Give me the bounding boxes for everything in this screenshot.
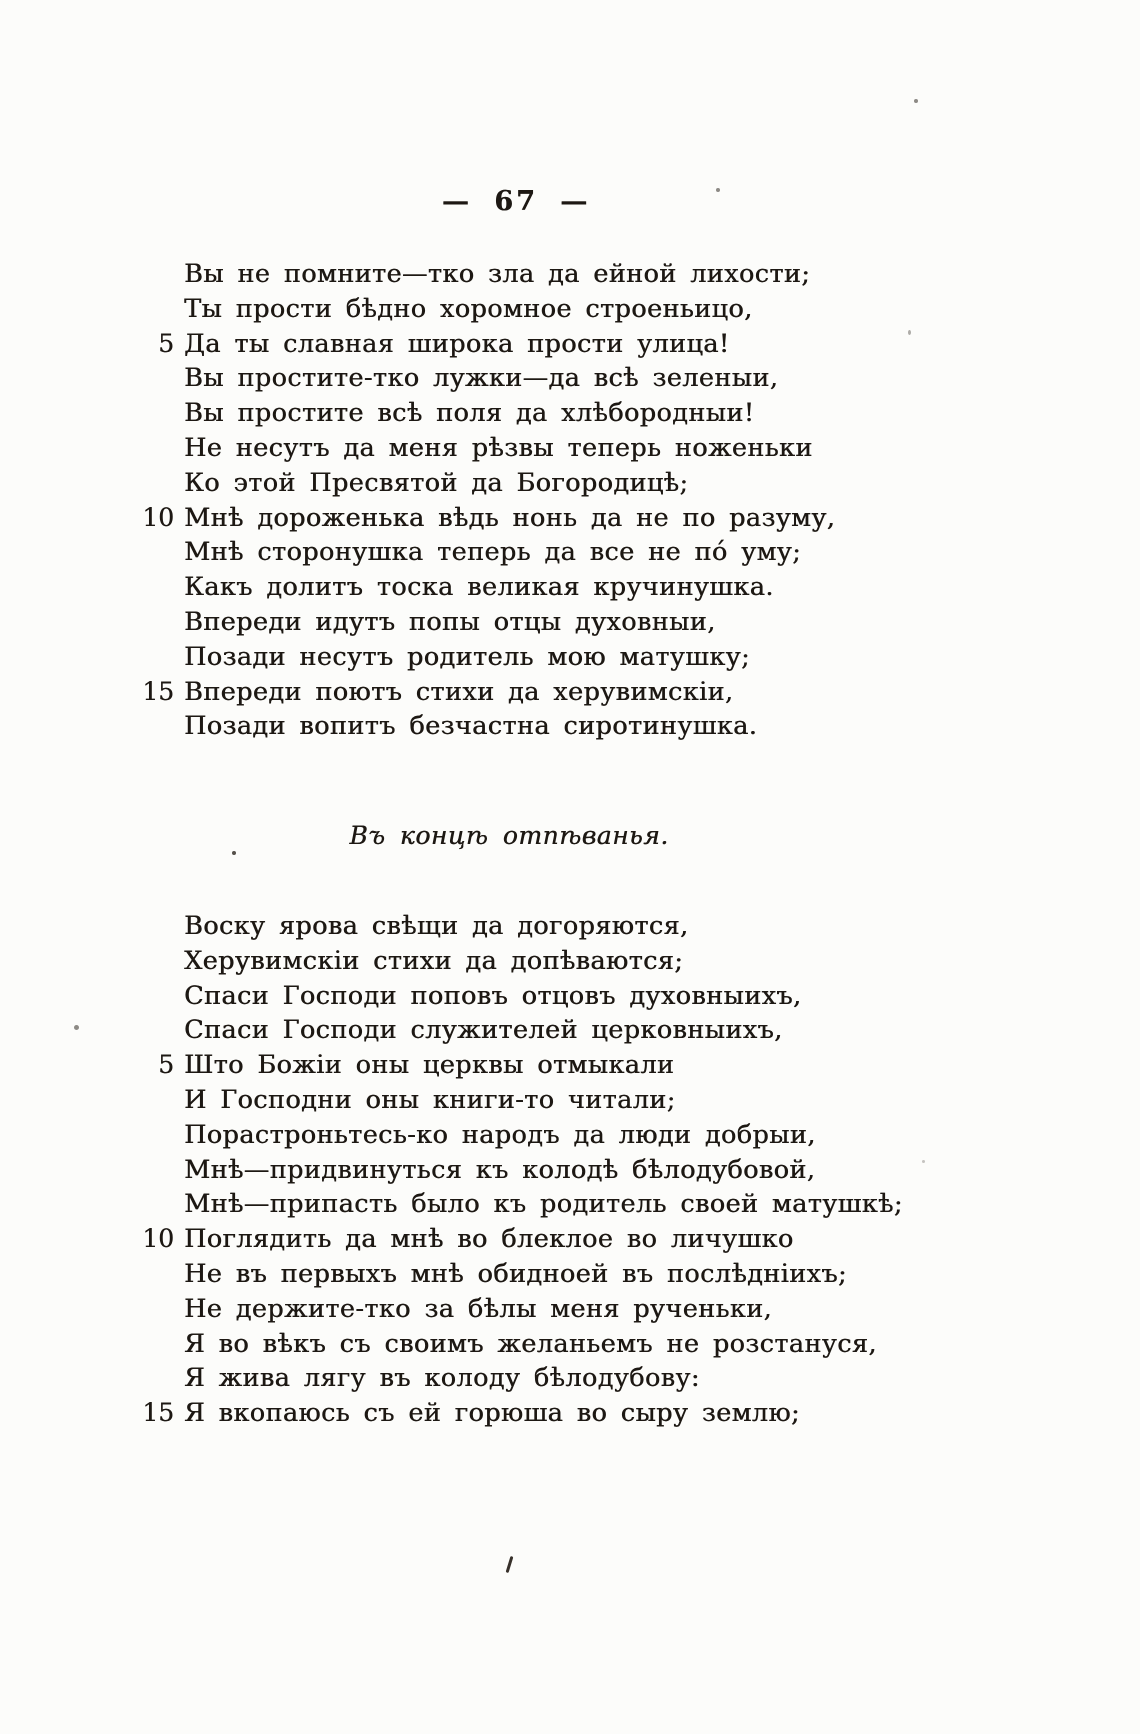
line-text: Спаси Господи поповъ отцовъ духовныихъ, <box>184 980 802 1011</box>
line-text: Вы не помните—тко зла да ейной лихости; <box>184 259 811 289</box>
line-text: Впереди идутъ попы отцы духовныи, <box>184 606 716 637</box>
stanza-first <box>132 259 835 746</box>
line-number: 10 <box>142 502 174 532</box>
line-text: Мнѣ—придвинуться къ колодѣ бѣлодубовой, <box>184 1154 816 1185</box>
line-text: Мнѣ дороженька вѣдь нонь да не по разуму, <box>184 502 836 533</box>
line-text: Херувимскіи стихи да допѣваются; <box>184 945 684 976</box>
poem-line <box>132 1050 903 1085</box>
line-number: 10 <box>142 1224 174 1254</box>
line-text: Мнѣ сторонушка теперь да все не по́ уму; <box>184 537 802 568</box>
scan-speck <box>914 99 918 103</box>
poem-line <box>132 1329 903 1364</box>
line-text: Поглядить да мнѣ во блеклое во личушко <box>184 1224 794 1255</box>
poem-line <box>132 1085 903 1120</box>
poem-line <box>132 1259 903 1294</box>
scan-speck <box>74 1025 79 1030</box>
line-number: 15 <box>142 1398 174 1428</box>
line-text: Што Божіи оны церквы отмыкали <box>184 1050 675 1081</box>
poem-line <box>132 1015 903 1050</box>
poem-line <box>132 946 903 981</box>
page-number: — 67 — <box>441 186 591 217</box>
poem-line <box>132 1224 903 1259</box>
line-text: Я во вѣкъ съ своимъ желаньемъ не розстануся, <box>184 1328 877 1359</box>
poem-line <box>132 398 835 433</box>
ink-mark <box>506 1556 514 1573</box>
line-text: И Господни оны книги-то читали; <box>184 1084 676 1115</box>
poem-line <box>132 1398 903 1433</box>
stanza-second <box>132 911 903 1433</box>
poem-line <box>132 1363 903 1398</box>
poem-line <box>132 537 835 572</box>
poem-line <box>132 1155 903 1190</box>
poem-line <box>132 468 835 503</box>
poem-line <box>132 363 835 398</box>
scan-speck <box>716 188 720 192</box>
scan-speck <box>908 330 911 335</box>
poem-line <box>132 294 835 329</box>
line-text: Я вкопаюсь съ ей горюша во сыру землю; <box>184 1398 800 1429</box>
line-text: Воску ярова свѣщи да догоряются, <box>184 911 689 941</box>
poem-line <box>132 1120 903 1155</box>
line-text: Позади несутъ родитель мою матушку; <box>184 641 750 672</box>
poem-line <box>132 711 835 746</box>
poem-line <box>132 981 903 1016</box>
poem-line <box>132 911 903 946</box>
line-number: 15 <box>142 676 174 706</box>
poem-line <box>132 259 835 294</box>
line-number: 5 <box>158 328 174 358</box>
line-text: Ты прости бѣдно хоромное строеньицо, <box>184 293 753 324</box>
poem-line <box>132 607 835 642</box>
line-text: Не держите-тко за бѣлы меня рученьки, <box>184 1293 772 1324</box>
poem-line <box>132 572 835 607</box>
scan-speck <box>232 851 236 855</box>
poem-line <box>132 1294 903 1329</box>
line-number: 5 <box>158 1050 174 1080</box>
poem-line <box>132 677 835 712</box>
line-text: Какъ долитъ тоска великая кручинушка. <box>184 572 774 603</box>
line-text: Не въ первыхъ мнѣ обидноей въ послѣдніихъ; <box>184 1258 847 1289</box>
line-text: Вы простите всѣ поля да хлѣбородныи! <box>184 398 755 429</box>
poem-line <box>132 503 835 538</box>
line-text: Позади вопитъ безчастна сиротинушка. <box>184 711 758 742</box>
line-text: Мнѣ—припасть было къ родитель своей матушкѣ; <box>184 1189 903 1220</box>
scan-speck <box>922 1160 925 1163</box>
line-text: Я жива лягу въ колоду бѣлодубову: <box>184 1363 700 1394</box>
line-text: Не несутъ да меня рѣзвы теперь ноженьки <box>184 432 813 463</box>
poem-line <box>132 329 835 364</box>
poem-line <box>132 642 835 677</box>
poem-line <box>132 1189 903 1224</box>
line-text: Впереди поютъ стихи да херувимскіи, <box>184 676 734 707</box>
line-text: Спаси Господи служителей церковныихъ, <box>184 1015 783 1046</box>
poem-line <box>132 433 835 468</box>
line-text: Ко этой Пресвятой да Богородицѣ; <box>184 467 689 498</box>
line-text: Да ты славная широка прости улица! <box>184 328 730 359</box>
line-text: Вы простите-тко лужки—да всѣ зеленыи, <box>184 363 779 394</box>
line-text: Порастроньтесь-ко народъ да люди добрыи, <box>184 1119 816 1150</box>
section-heading: Въ концѣ отпѣванья. <box>349 821 669 850</box>
